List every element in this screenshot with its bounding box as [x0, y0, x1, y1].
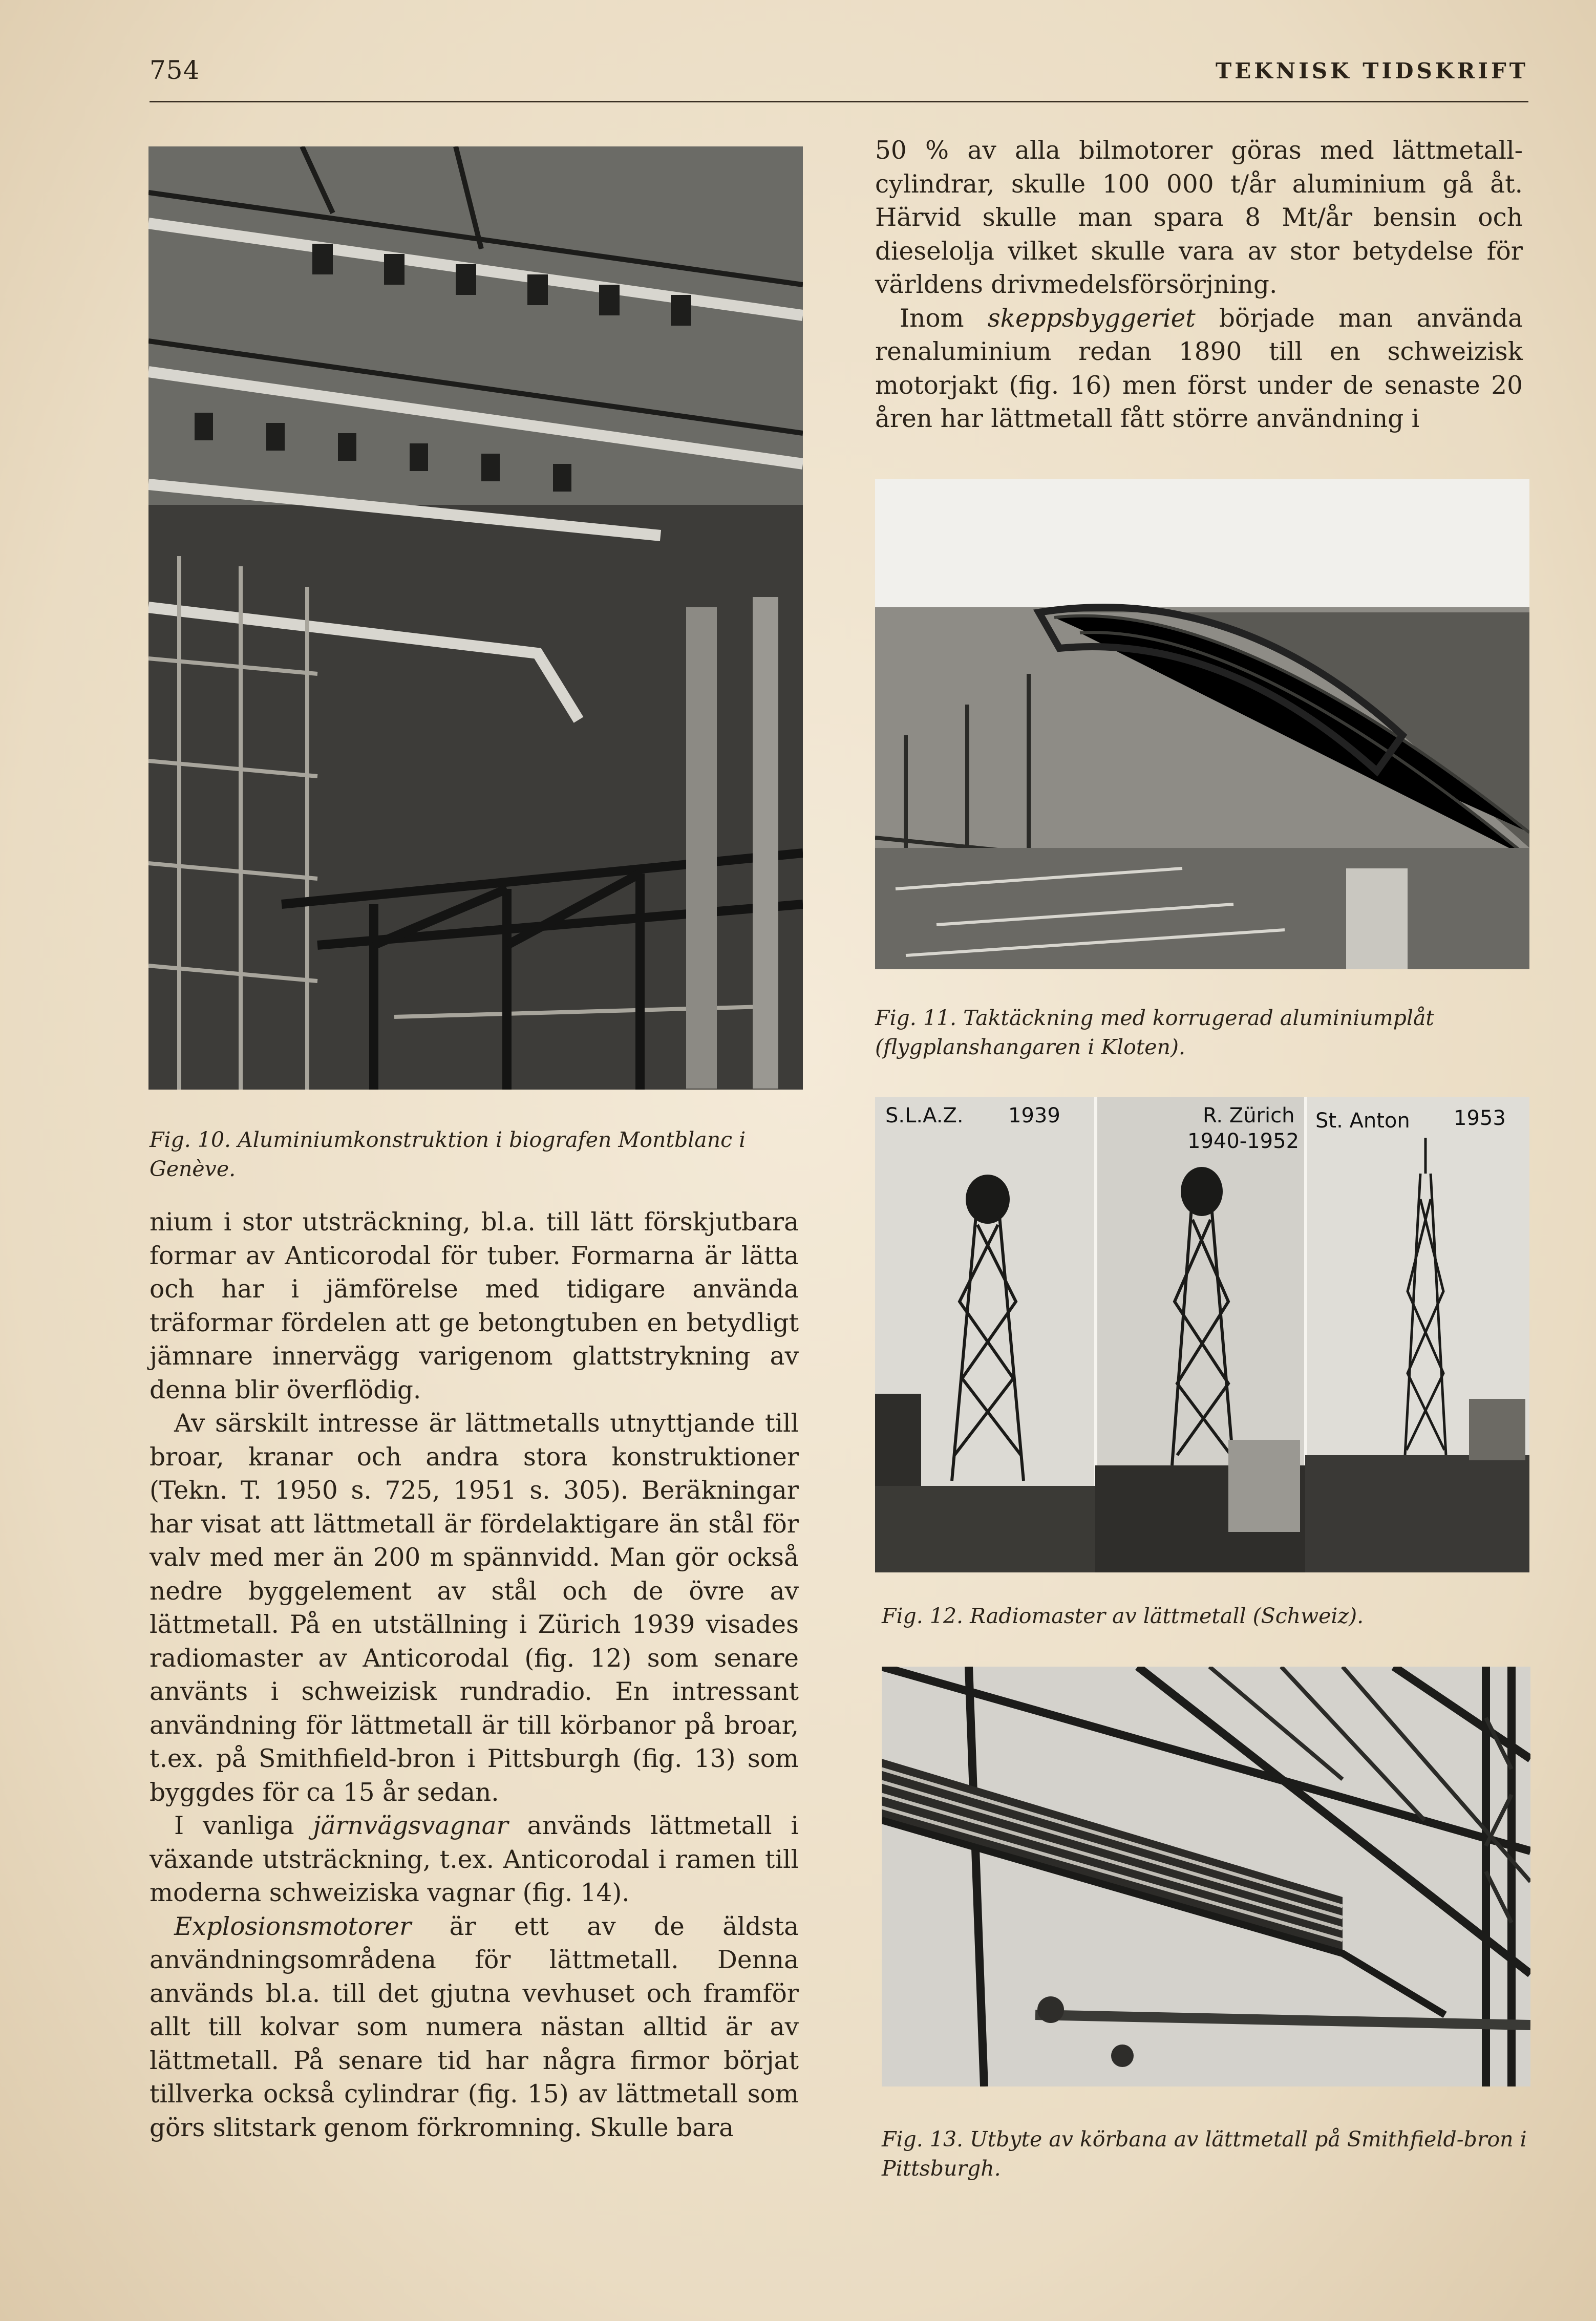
- emphasis: skeppsbyggeriet: [987, 304, 1196, 333]
- tower-label-stanton: St. Anton: [1315, 1109, 1410, 1133]
- text-run: Inom: [900, 304, 988, 333]
- fig13-photo: [882, 1667, 1530, 2086]
- paragraph: [875, 302, 1523, 436]
- paragraph: [150, 1910, 799, 2145]
- tower-label-1940: 1940-1952: [1187, 1130, 1300, 1153]
- paragraph: [150, 1809, 799, 1910]
- text-run: I vanliga: [174, 1812, 313, 1840]
- text-run: började man använda renaluminium redan 1890 till en schweizisk motorjakt (fig. 16) men först under de senaste 20 åren har lättmetall fått större användning i: [875, 304, 1523, 433]
- emphasis: Explosionsmotorer: [174, 1912, 412, 1941]
- fig10-caption: Fig. 10. Aluminiumkonstruktion i biografen Montblanc i Genève.: [150, 1127, 746, 1181]
- paragraph: nium i stor utsträckning, bl.a. till lätt förskjutbara formar av Anticorodal för tuber. Formarna är lätta och har i jämförelse med tidigare använda träformar fördelen att ge betongtuben en betydligt jämnare innervägg varigenom glattstrykning av denna blir överflödig.: [150, 1208, 799, 1404]
- journal-title: TEKNISK TIDSKRIFT: [1215, 58, 1528, 83]
- emphasis: järnvägsvagnar: [313, 1812, 508, 1840]
- tower-label-rzurich: R. Zürich: [1203, 1104, 1295, 1127]
- fig11-photo: [875, 479, 1529, 969]
- page-number: 754: [150, 55, 200, 85]
- tower-label-1939: 1939: [1008, 1104, 1060, 1127]
- right-column-top-text: [875, 134, 1523, 436]
- fig11-caption: Fig. 11. Taktäckning med korrugerad aluminiumplåt (flygplanshangaren i Kloten).: [875, 1006, 1434, 1059]
- paragraph: 50 % av alla bilmotorer göras med lättmetall-cylindrar, skulle 100 000 t/år aluminium gå åt. Härvid skulle man spara 8 Mt/år bensin och dieselolja vilket skulle vara av stor betydelse för världens drivmedelsförsörjning.: [875, 136, 1523, 299]
- header-rule: [150, 101, 1528, 102]
- fig10-photo: [148, 146, 803, 1090]
- tower-label-slaz: S.L.A.Z.: [885, 1104, 964, 1127]
- tower-label-1953: 1953: [1454, 1106, 1506, 1130]
- fig12-photo: [875, 1097, 1529, 1572]
- fig12-caption: Fig. 12. Radiomaster av lättmetall (Schweiz).: [882, 1604, 1364, 1628]
- paragraph: Av särskilt intresse är lättmetalls utnyttjande till broar, kranar och andra stora konstruktioner (Tekn. T. 1950 s. 725, 1951 s. 305). Beräkningar har visat att lättmetall är fördelaktigare än stål för valv med mer än 200 m spännvidd. Man gör också nedre byggelement av stål och de övre av lättmetall. På en utställning i Zürich 1939 visades radiomaster av Anticorodal (fig. 12) som senare använts i schweizisk rundradio. En intressant användning för lättmetall är till körbanor på broar, t.ex. på Smithfield-bron i Pittsburgh (fig. 13) som byggdes för ca 15 år sedan.: [150, 1409, 799, 1807]
- left-column-body-text: [150, 1206, 799, 2145]
- text-run: används lättmetall i växande utsträckning, t.ex. Anticorodal i ramen till moderna schweiziska vagnar (fig. 14).: [150, 1812, 799, 1907]
- text-run: är ett av de äldsta användningsområdena för lättmetall. Denna används bl.a. till det gjutna vevhuset och framför allt till kolvar som numera nästan alltid är av lättmetall. På senare tid har några firmor börjat tillverka också cylindrar (fig. 15) av lättmetall som görs slitstark genom förkromning. Skulle bara: [150, 1912, 799, 2142]
- fig13-caption: Fig. 13. Utbyte av körbana av lättmetall på Smithfield-bron i Pittsburgh.: [882, 2127, 1527, 2181]
